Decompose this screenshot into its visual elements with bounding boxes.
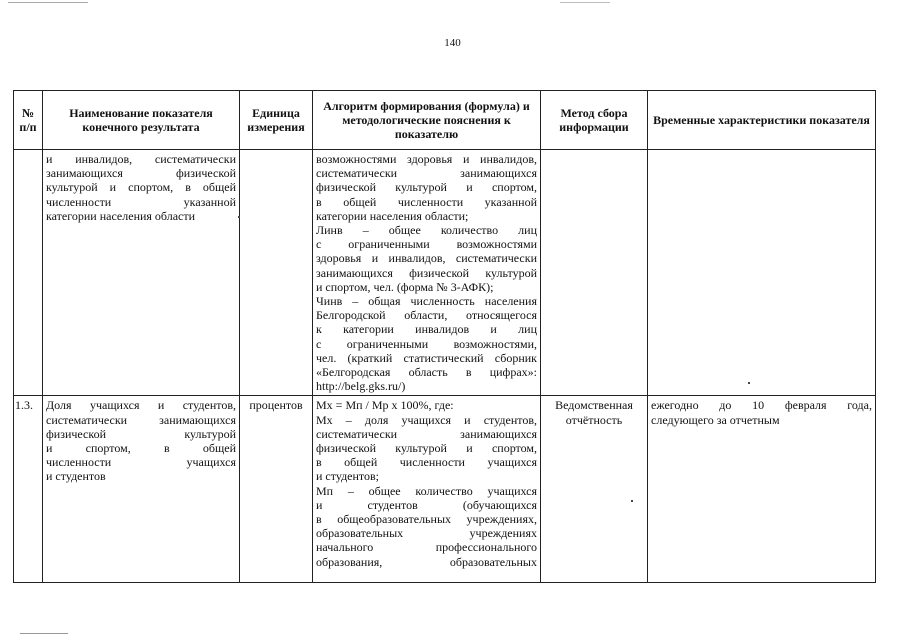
cell-collection-method: Ведомственная отчётность xyxy=(541,396,648,583)
cell-timing: ежегодно до 10 февраля года, следующего за отчетным xyxy=(648,396,876,583)
cell-number xyxy=(14,150,43,396)
cell-unit xyxy=(240,150,313,396)
scan-edge-line xyxy=(560,2,610,3)
header-collection-method: Метод сбора информации xyxy=(541,91,648,150)
cell-number: 1.3. xyxy=(14,396,43,583)
cell-timing xyxy=(648,150,876,396)
indicator-table xyxy=(13,90,876,583)
scan-speck xyxy=(748,382,750,384)
table-row xyxy=(14,150,876,396)
table-header-row xyxy=(14,91,876,150)
scan-speck xyxy=(631,500,633,502)
header-indicator-name: Наименование показателя конечного результата xyxy=(43,91,240,150)
header-timing: Временные характеристики показателя xyxy=(648,91,876,150)
header-number: № п/п xyxy=(14,91,43,150)
cell-algorithm: возможностями здоровья и инвалидов, систематически занимающихся физической культурой и спортом, в общей численности указанной категории населения области; Линв – общее количество лиц с ограниченными возможностями здоровья и инвалидов, систематически занимающихся физической культурой и спортом, чел. (форма № 3-АФК); Чинв – общая численность населения Белгородской области, относящегося к категории инвалидов и лиц с ограниченными возможностями, чел. (краткий статистический сборник «Белгородская область в цифрах»: http://belg.gks.ru/) xyxy=(313,150,541,396)
page-number: 140 xyxy=(444,37,461,49)
cell-indicator-name: Доля учащихся и студентов, систематически занимающихся физической культурой и спортом, в общей численности учащихся и студентов xyxy=(43,396,240,583)
scan-edge-line xyxy=(20,633,68,634)
header-unit: Единица измерения xyxy=(240,91,313,150)
table-row xyxy=(14,396,876,583)
scan-edge-line xyxy=(8,2,88,3)
cell-collection-method xyxy=(541,150,648,396)
header-algorithm: Алгоритм формирования (формула) и методологические пояснения к показателю xyxy=(313,91,541,150)
scan-speck xyxy=(238,216,240,218)
cell-algorithm: Мх = Мп / Мр х 100%, где: Мх – доля учащихся и студентов, систематически занимающихся физической культурой и спортом, в общей численности учащихся и студентов; Мп – общее количество учащихся и студентов (обучающихся в общеобразовательных учреждениях, образовательных учреждениях начального профессионального образования, образовательных xyxy=(313,396,541,583)
cell-indicator-name: и инвалидов, систематически занимающихся физической культурой и спортом, в общей численности указанной категории населения области xyxy=(43,150,240,396)
cell-unit: процентов xyxy=(240,396,313,583)
